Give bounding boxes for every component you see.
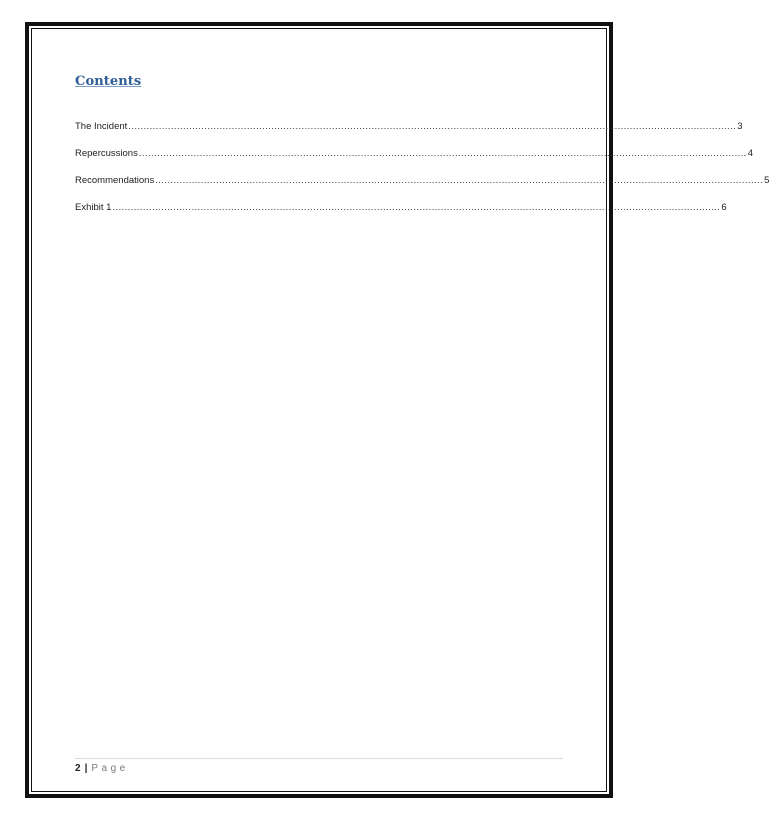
toc-dot-leader: ........................................................................................................................................................................................................	[155, 175, 764, 186]
footer-page-label: Page	[91, 763, 129, 774]
toc-entry-title: Repercussions	[75, 148, 138, 159]
toc-heading: Contents	[75, 74, 142, 89]
toc-entry-title: The Incident	[75, 121, 128, 132]
toc-entry-recommendations[interactable]	[75, 175, 769, 202]
toc-entry-title: Exhibit 1	[75, 202, 112, 213]
footer-separator: |	[84, 763, 88, 774]
toc-entry-page: 5	[764, 175, 769, 186]
page-footer	[75, 763, 129, 774]
toc-entry-exhibit-1[interactable]	[75, 202, 727, 229]
toc-entry-page: 6	[721, 202, 727, 213]
toc-entry-the-incident[interactable]	[75, 121, 743, 148]
toc-entry-page: 3	[737, 121, 743, 132]
footer-divider	[75, 758, 563, 759]
footer-page-number: 2	[75, 763, 81, 774]
toc-dot-leader: ........................................................................................................................................................................................................	[112, 202, 721, 213]
table-of-contents	[75, 121, 769, 229]
toc-entry-repercussions[interactable]	[75, 148, 754, 175]
toc-dot-leader: ........................................................................................................................................................................................................	[138, 148, 747, 159]
toc-entry-title: Recommendations	[75, 175, 155, 186]
toc-entry-page: 4	[747, 148, 754, 159]
toc-dot-leader: ........................................................................................................................................................................................................	[128, 121, 737, 132]
